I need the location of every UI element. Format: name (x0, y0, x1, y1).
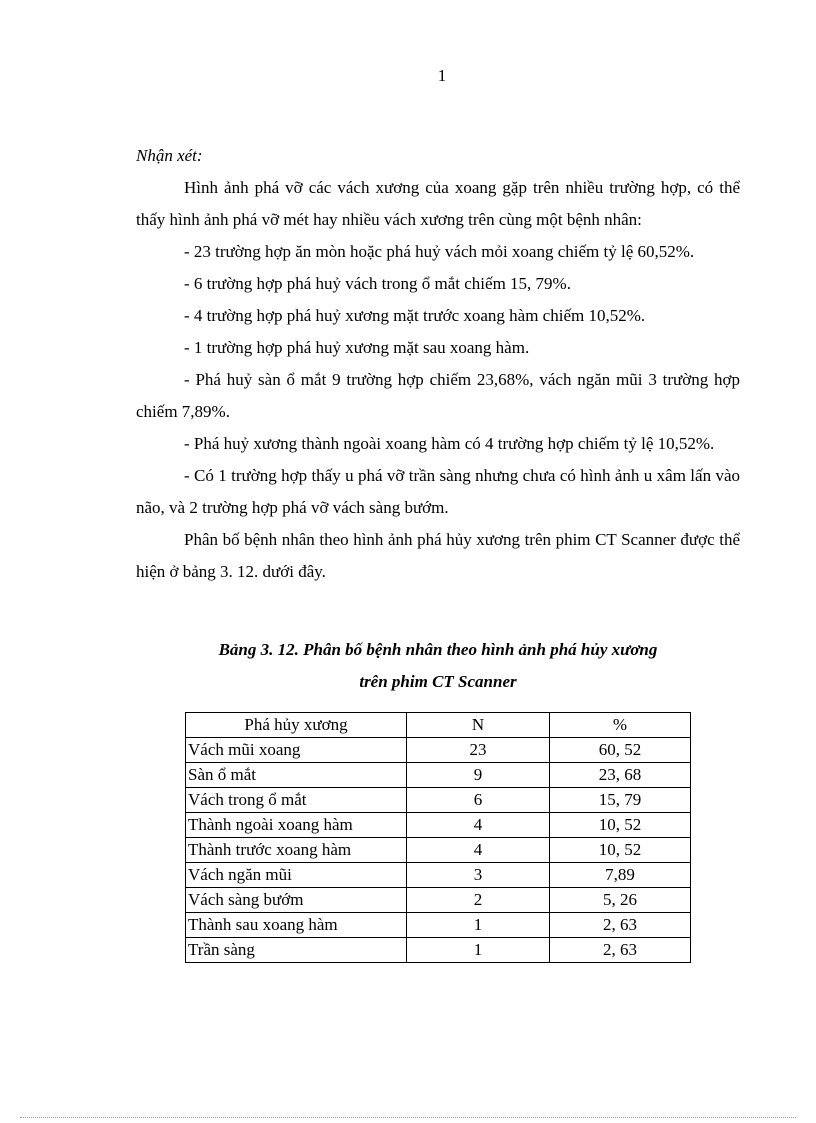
cell-n: 6 (407, 788, 550, 813)
cell-name: Sàn ổ mắt (186, 763, 407, 788)
bullet-item: - 1 trường hợp phá huỷ xương mặt sau xoang hàm. (184, 338, 530, 357)
intro-paragraph: Hình ảnh phá vỡ các vách xương của xoang gặp trên nhiều trường hợp, có thể thấy hình ảnh phá vỡ mét hay nhiều vách xương trên cùng một bệnh nhân: (136, 178, 740, 229)
header-bone-destruction: Phá hủy xương (186, 713, 407, 738)
cell-name: Vách ngăn mũi (186, 863, 407, 888)
cell-percent: 23, 68 (550, 763, 691, 788)
cell-n: 1 (407, 913, 550, 938)
table-row (186, 838, 691, 863)
table-row (186, 888, 691, 913)
bullet-item: - Phá huỷ sàn ổ mắt 9 trường hợp chiếm 23,68%, vách ngăn mũi 3 trường hợp chiếm 7,89%. (136, 370, 740, 421)
cell-n: 9 (407, 763, 550, 788)
table-row (186, 738, 691, 763)
cell-n: 3 (407, 863, 550, 888)
table-row (186, 913, 691, 938)
cell-percent: 2, 63 (550, 913, 691, 938)
section-heading: Nhận xét: (136, 146, 203, 165)
bullet-item: - 6 trường hợp phá huỷ vách trong ổ mắt chiếm 15, 79%. (184, 274, 571, 293)
cell-name: Vách trong ổ mắt (186, 788, 407, 813)
cell-n: 23 (407, 738, 550, 763)
cell-name: Thành ngoài xoang hàm (186, 813, 407, 838)
cell-percent: 10, 52 (550, 813, 691, 838)
table-header-row (186, 713, 691, 738)
bone-destruction-table (185, 712, 691, 963)
cell-percent: 60, 52 (550, 738, 691, 763)
cell-percent: 2, 63 (550, 938, 691, 963)
cell-percent: 7,89 (550, 863, 691, 888)
header-n: N (407, 713, 550, 738)
cell-percent: 5, 26 (550, 888, 691, 913)
cell-percent: 15, 79 (550, 788, 691, 813)
table-caption-line-2: trên phim CT Scanner (359, 672, 517, 691)
cell-percent: 10, 52 (550, 838, 691, 863)
cell-name: Vách mũi xoang (186, 738, 407, 763)
bullet-item: - 4 trường hợp phá huỷ xương mặt trước xoang hàm chiếm 10,52%. (184, 306, 646, 325)
cell-n: 4 (407, 838, 550, 863)
cell-name: Thành sau xoang hàm (186, 913, 407, 938)
page-number: 1 (437, 66, 447, 85)
body-text (136, 140, 740, 588)
cell-name: Trần sàng (186, 938, 407, 963)
page-bottom-divider (20, 1117, 796, 1118)
bullet-item: - Phá huỷ xương thành ngoài xoang hàm có 4 trường hợp chiếm tỷ lệ 10,52%. (184, 434, 715, 453)
table-row (186, 813, 691, 838)
table-caption-line-1: Bảng 3. 12. Phân bố bệnh nhân theo hình ảnh phá hủy xương (218, 640, 658, 659)
closing-paragraph: Phân bố bệnh nhân theo hình ảnh phá hủy xương trên phim CT Scanner được thể hiện ở bảng 3. 12. dưới đây. (136, 530, 740, 581)
cell-name: Vách sàng bướm (186, 888, 407, 913)
cell-name: Thành trước xoang hàm (186, 838, 407, 863)
cell-n: 1 (407, 938, 550, 963)
table-row (186, 863, 691, 888)
bullet-item: - Có 1 trường hợp thấy u phá vỡ trần sàng nhưng chưa có hình ảnh u xâm lấn vào não, và 2 trường hợp phá vỡ vách sàng bướm. (136, 466, 740, 517)
cell-n: 2 (407, 888, 550, 913)
table-row (186, 763, 691, 788)
table-row (186, 938, 691, 963)
table-row (186, 788, 691, 813)
bullet-item: - 23 trường hợp ăn mòn hoặc phá huỷ vách mỏi xoang chiếm tỷ lệ 60,52%. (184, 242, 695, 261)
cell-n: 4 (407, 813, 550, 838)
header-percent: % (550, 713, 691, 738)
